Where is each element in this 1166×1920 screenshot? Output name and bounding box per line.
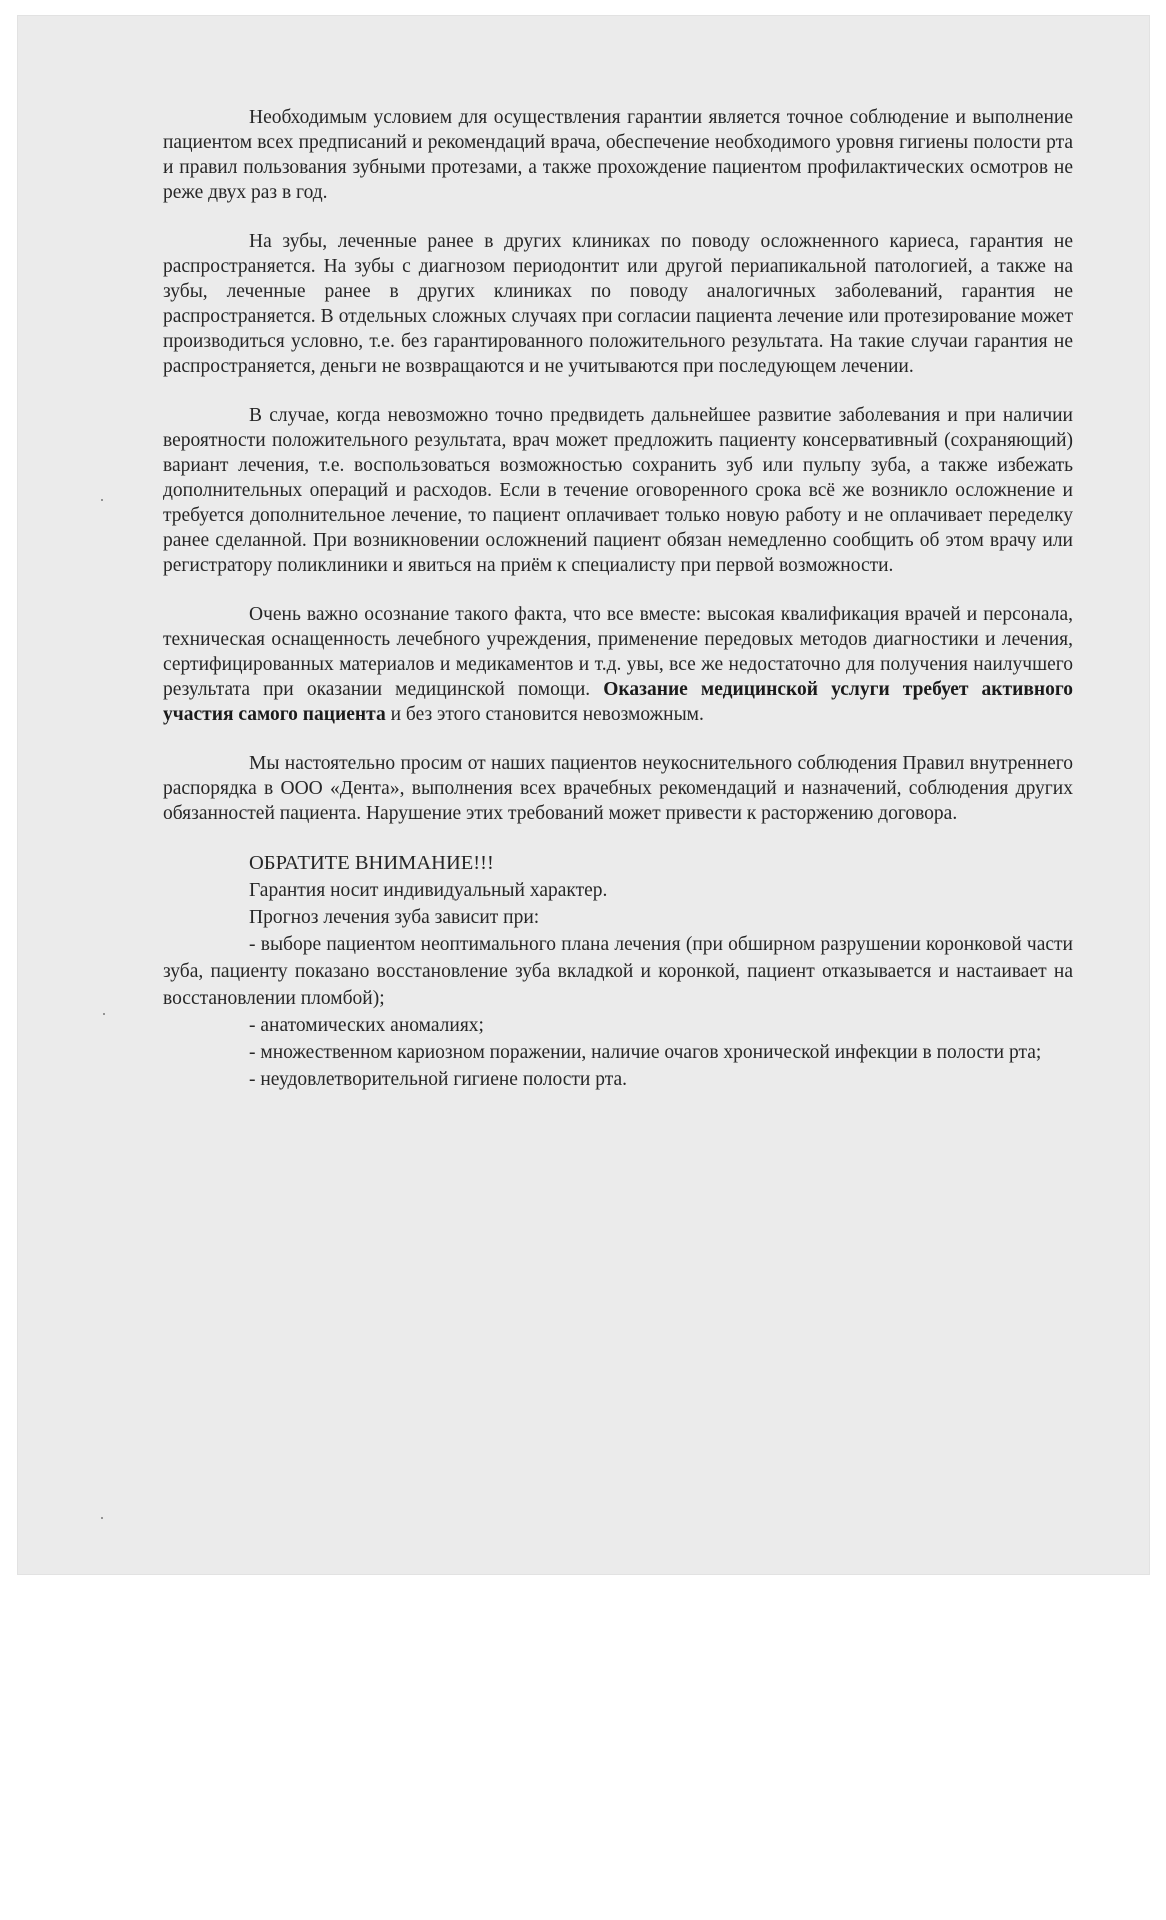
- notice-heading: ОБРАТИТЕ ВНИМАНИЕ!!!: [249, 852, 494, 874]
- notice-line: Гарантия носит индивидуальный характер.: [249, 880, 608, 901]
- scan-speck: [101, 1517, 103, 1519]
- notice-list-item: - множественном кариозном поражении, наличие очагов хронической инфекции в полости рта;: [249, 1042, 1042, 1063]
- paragraph-warranty-conditions: Необходимым условием для осуществления гарантии является точное соблюдение и выполнение пациентом всех предписаний и рекомендаций врача, обеспечение необходимого уровня гигиены полости рта и правил пользования зубными протезами, а также прохождение пациентом профилактических осмотров не реже двух раз в год.: [163, 107, 1073, 203]
- paragraph-text: Очень важно осознание такого факта, что все вместе: высокая квалификация врачей и персонала, техническая оснащенность лечебного учреждения, применение передовых методов диагностики и лечения, сертифицированных материалов и медикаментов и т.д. увы, все же недостаточно для получения наилучшего результата при оказании медицинской помощи.: [163, 604, 1073, 700]
- document-body: [163, 105, 1073, 1093]
- notice-list-item: - неудовлетворительной гигиене полости рта.: [249, 1069, 627, 1090]
- notice-list-item: - выборе пациентом неоптимального плана лечения (при обширном разрушении коронковой части зуба, пациенту показано восстановление зуба вкладкой и коронкой, пациент отказывается и настаивает на восстановлении пломбой);: [163, 934, 1073, 1009]
- paragraph-warranty-exclusions: На зубы, леченные ранее в других клиниках по поводу осложненного кариеса, гарантия не распространяется. На зубы с диагнозом периодонтит или другой периапикальной патологией, а также на зубы, леченные ранее в других клиниках по поводу аналогичных заболеваний, гарантия не распространяется. В отдельных сложных случаях при согласии пациента лечение или протезирование может производиться условно, т.е. без гарантированного положительного результата. На такие случаи гарантия не распространяется, деньги не возвращаются и не учитываются при последующем лечении.: [163, 231, 1073, 377]
- paragraph-text: и без этого становится невозможным.: [385, 704, 704, 725]
- notice-list-item: - анатомических аномалиях;: [249, 1015, 484, 1036]
- notice-section: [163, 850, 1073, 1093]
- bold-statement: Оказание медицинской услуги требует активного участия самого пациента: [163, 679, 1073, 725]
- notice-line: Прогноз лечения зуба зависит при:: [249, 907, 540, 928]
- scan-speck: [103, 1013, 105, 1015]
- paragraph-rules-request: Мы настоятельно просим от наших пациентов неукоснительного соблюдения Правил внутреннего распорядка в ООО «Дента», выполнения всех врачебных рекомендаций и назначений, соблюдения других обязанностей пациента. Нарушение этих требований может привести к расторжению договора.: [163, 753, 1073, 824]
- scan-speck: [101, 499, 103, 501]
- paragraph-patient-participation: [163, 602, 1073, 727]
- paragraph-conservative-treatment: В случае, когда невозможно точно предвидеть дальнейшее развитие заболевания и при наличии вероятности положительного результата, врач может предложить пациенту консервативный (сохраняющий) вариант лечения, т.е. воспользоваться возможностью сохранить зуб или пульпу зуба, а также избежать дополнительных операций и расходов. Если в течение оговоренного срока всё же возникло осложнение и требуется дополнительное лечение, то пациент оплачивает только новую работу и не оплачивает переделку ранее сделанной. При возникновении осложнений пациент обязан немедленно сообщить об этом врачу или регистратору поликлиники и явиться на приём к специалисту при первой возможности.: [163, 405, 1073, 576]
